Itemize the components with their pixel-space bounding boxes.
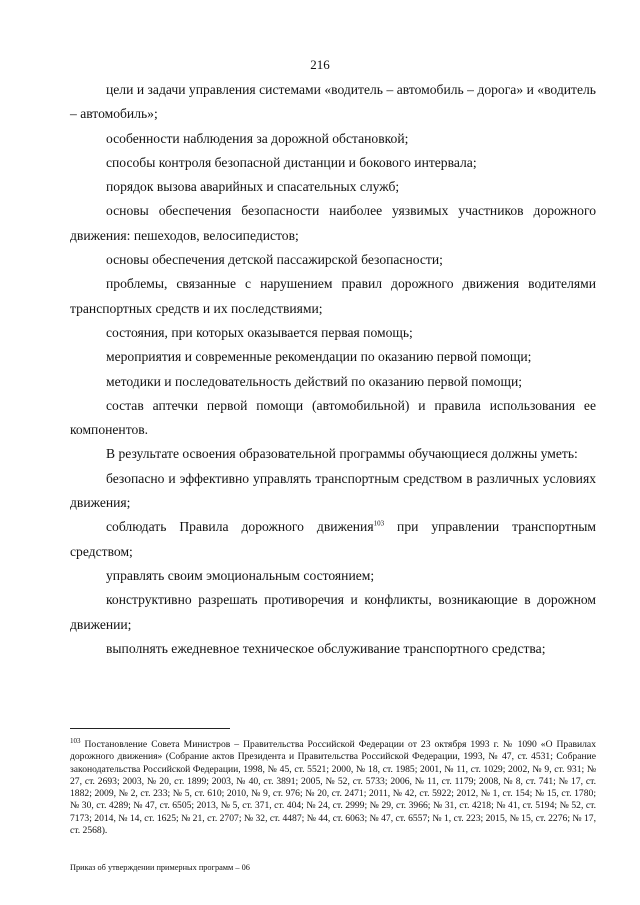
- paragraph-text-before: соблюдать Правила дорожного движения: [106, 519, 374, 535]
- paragraph: В результате освоения образовательной программы обучающиеся должны уметь:: [106, 446, 578, 462]
- paragraph: проблемы, связанные с нарушением правил дорожного движения водителями транспортных средств и их последствиями;: [70, 276, 596, 316]
- paragraph: конструктивно разрешать противоречия и конфликты, возникающие в дорожном движении;: [70, 592, 596, 632]
- paragraph: методики и последовательность действий по оказанию первой помощи;: [106, 373, 523, 389]
- paragraph: управлять своим эмоциональным состоянием;: [106, 567, 375, 583]
- page-number: 216: [310, 57, 330, 72]
- paragraph: основы обеспечения безопасности наиболее уязвимых участников дорожного движения: пешеходов, велосипедистов;: [70, 203, 596, 243]
- traffic-rules-paragraph: [70, 515, 596, 564]
- footnote-text: Постановление Совета Министров – Правительства Российской Федерации от 23 октября 1993 г. № 1090 «О Правилах дорожного движения» (Собрание актов Президента и Правительства Российской Федерации, 1993, № 47, ст. 4531; Собрание законодательства Российской Федерации, 1998, № 45, ст. 5521; 2000, № 18, ст. 1985; 2001, № 11, ст. 1029; 2002, № 9, ст. 931; № 27, ст. 2693; 2003, № 20, ст. 1899; 2003, № 40, ст. 3891; 2005, № 52, ст. 5733; 2006, № 11, ст. 1179; 2008, № 8, ст. 741; № 17, ст. 1882; 2009, № 2, ст. 233; № 5, ст. 610; 2010, № 9, ст. 976; № 20, ст. 2471; 2011, № 42, ст. 5922; 2012, № 1, ст. 154; № 15, ст. 1780; № 30, ст. 4289; № 47, ст. 6505; 2013, № 5, ст. 371, ст. 404; № 24, ст. 2999; № 29, ст. 3966; № 31, ст. 4218; № 41, ст. 5194; № 52, ст. 7173; 2014, № 14, ст. 1625; № 21, ст. 2707; № 32, ст. 4487; № 44, ст. 6063; № 47, ст. 6557; № 1, ст. 223; 2015, № 15, ст. 2276; № 17, ст. 2568).: [70, 739, 596, 837]
- paragraph: порядок вызова аварийных и спасательных служб;: [106, 179, 400, 195]
- paragraph: способы контроля безопасной дистанции и бокового интервала;: [106, 154, 477, 170]
- footnote: [70, 736, 596, 837]
- footnote-separator: [70, 728, 230, 729]
- paragraph: особенности наблюдения за дорожной обстановкой;: [106, 130, 409, 146]
- paragraph-text-after: при управлении транспортным средством;: [70, 519, 596, 559]
- footnote-number: 103: [70, 736, 81, 745]
- paragraph: состояния, при которых оказывается первая помощь;: [106, 324, 413, 340]
- paragraph: мероприятия и современные рекомендации по оказанию первой помощи;: [106, 349, 532, 365]
- footnote-reference[interactable]: 103: [373, 519, 385, 528]
- paragraph: основы обеспечения детской пассажирской безопасности;: [106, 252, 443, 268]
- paragraph: цели и задачи управления системами «водитель – автомобиль – дорога» и «водитель – автомобиль»;: [70, 82, 596, 122]
- body-text: [70, 78, 596, 661]
- paragraph: безопасно и эффективно управлять транспортным средством в различных условиях движения;: [70, 470, 596, 511]
- page-footer: Приказ об утверждении примерных программ – 06: [70, 863, 250, 872]
- paragraph: состав аптечки первой помощи (автомобильной) и правила использования ее компонентов.: [70, 397, 596, 438]
- paragraph: выполнять ежедневное техническое обслуживание транспортного средства;: [106, 640, 546, 656]
